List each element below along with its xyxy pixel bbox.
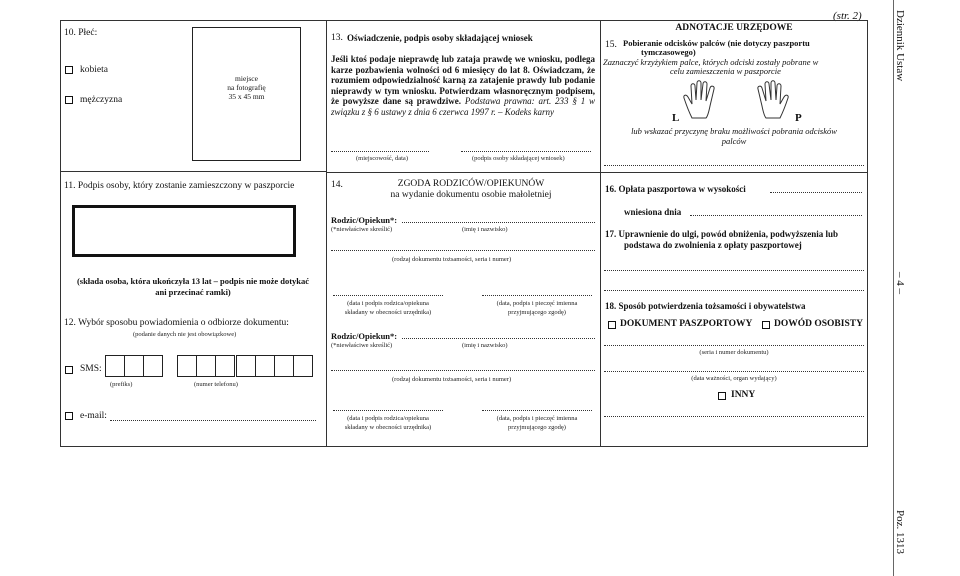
photo-caption-2: na fotografię xyxy=(227,83,266,92)
signature-note-2: ani przecinać ramki) xyxy=(155,287,231,297)
phone-digit-3[interactable] xyxy=(215,355,235,377)
s14-number: 14. xyxy=(331,180,343,190)
left-hand-label: L xyxy=(672,112,680,124)
parent1-clerk-field[interactable] xyxy=(482,295,592,296)
prefix-digit-2[interactable] xyxy=(124,355,144,377)
divider-c2 xyxy=(326,172,600,173)
parent1-sig-caption-2: składany w obecności urzędnika) xyxy=(344,309,432,316)
phone-digit-5[interactable] xyxy=(255,355,275,377)
notification-label: 12. Wybór sposobu powiadomienia o odbiorze dokumentu: xyxy=(64,318,289,328)
parent2-label: Rodzic/Opiekun*: xyxy=(331,331,398,341)
right-hand-label: P xyxy=(795,112,802,124)
parent2-clerk-caption-2: przyjmującego zgodę) xyxy=(508,424,566,431)
female-checkbox[interactable] xyxy=(65,66,73,74)
s13-body xyxy=(331,54,595,118)
divider-c3 xyxy=(600,172,868,173)
parent2-sig-caption-1: (data i podpis rodzica/opiekuna xyxy=(347,415,429,422)
phone-digit-4[interactable] xyxy=(236,355,256,377)
parent1-signature-field[interactable] xyxy=(333,295,443,296)
prefix-digit-1[interactable] xyxy=(105,355,125,377)
parent2-clerk-field[interactable] xyxy=(482,410,592,411)
document-validity-caption: (data ważności, organ wydający) xyxy=(691,375,777,382)
other-doc-label: INNY xyxy=(731,390,756,400)
parent1-id-caption: (rodzaj dokumentu tożsamości, seria i numer) xyxy=(392,256,512,263)
s16-paid-label: wniesiona dnia xyxy=(624,207,682,217)
parent2-clerk-caption-1: (data, podpis i pieczęć imienna xyxy=(496,415,578,422)
signature-label: 11. Podpis osoby, który zostanie zamieszczony w paszporcie xyxy=(64,181,295,191)
s17-label-2: podstawa do zwolnienia z opłaty paszportowej xyxy=(624,240,802,250)
left-hand-icon[interactable] xyxy=(682,80,734,120)
prefix-digit-3[interactable] xyxy=(143,355,163,377)
parent2-signature-field[interactable] xyxy=(333,410,443,411)
page-label: (str. 2) xyxy=(833,10,862,22)
phone-digit-2[interactable] xyxy=(196,355,216,377)
parent1-label: Rodzic/Opiekun*: xyxy=(331,215,398,225)
s13-place-caption: (miejscowość, data) xyxy=(356,155,408,162)
parent1-id-field[interactable] xyxy=(331,250,595,251)
passport-doc-label: DOKUMENT PASZPORTOWY xyxy=(620,319,753,329)
s13-body-italic: Podstawa prawna: art. 233 § 1 w związku z § 6 ustawy z dnia 6 czerwca 1997 r. – Kodeks karny xyxy=(331,96,596,118)
email-label: e-mail: xyxy=(80,411,107,421)
s15-reason-field[interactable] xyxy=(604,165,864,166)
other-doc-checkbox[interactable] xyxy=(718,392,726,400)
s17-field-1[interactable] xyxy=(604,270,864,271)
parent2-name-caption: (imię i nazwisko) xyxy=(462,342,508,349)
parent2-id-field[interactable] xyxy=(331,370,595,371)
sms-checkbox[interactable] xyxy=(65,366,73,374)
s18-label: 18. Sposób potwierdzenia tożsamości i obywatelstwa xyxy=(605,301,806,311)
s15-instruction-2: celu zamieszczenia w paszporcie xyxy=(670,66,781,76)
s16-label: 16. Opłata paszportowa w wysokości xyxy=(605,184,746,194)
phone-digit-7[interactable] xyxy=(293,355,313,377)
photo-caption-3: 35 x 45 mm xyxy=(228,92,265,101)
prefix-caption: (prefiks) xyxy=(110,381,133,388)
document-series-field[interactable] xyxy=(604,345,864,346)
s17-label-1: 17. Uprawnienie do ulgi, powód obniżenia, podwyższenia lub xyxy=(605,229,839,239)
parent2-id-caption: (rodzaj dokumentu tożsamości, seria i numer) xyxy=(392,376,512,383)
email-field[interactable] xyxy=(110,420,316,421)
document-validity-field[interactable] xyxy=(604,371,864,372)
s13-title: Oświadczenie, podpis osoby składającej wniosek xyxy=(347,33,533,43)
male-checkbox[interactable] xyxy=(65,96,73,104)
s13-signature-caption: (podpis osoby składającej wniosek) xyxy=(472,155,565,162)
divider-col1 xyxy=(326,20,327,447)
position-number: Poz. 1313 xyxy=(894,510,906,554)
s15-reason-1: lub wskazać przyczynę braku możliwości pobrania odcisków xyxy=(631,126,837,136)
margin-rule xyxy=(893,0,894,576)
s13-body-bold: Jeśli ktoś podaje nieprawdę lub zataja prawdę we wniosku, podlega karze pozbawienia wolności od 6 miesięcy do lat 8. Oświadczam, że rozumiem odpowiedzialność karną za zatajenie prawdy lub podanie nieprawdy w tym wniosku. Potwierdzam własnoręcznym podpisem, że powyższe dane są prawdziwe. xyxy=(331,54,595,107)
s15-title-1: Pobieranie odcisków palców (nie dotyczy paszportu xyxy=(623,38,810,48)
signature-box[interactable] xyxy=(72,205,296,257)
s13-signature-field[interactable] xyxy=(461,151,591,152)
parent2-sig-caption-2: składany w obecności urzędnika) xyxy=(344,424,432,431)
s16-amount-field[interactable] xyxy=(770,192,862,193)
s17-field-2[interactable] xyxy=(604,290,864,291)
s15-reason-2: palców xyxy=(721,136,747,146)
s14-subtitle: na wydanie dokumentu osobie małoletniej xyxy=(390,190,552,200)
s15-instruction-1: Zaznaczyć krzyżykiem palce, których odciski zostały pobrane w xyxy=(603,57,819,67)
phone-caption: (numer telefonu) xyxy=(194,381,238,388)
s15-number: 15. xyxy=(605,40,617,50)
parent1-note: (*niewłaściwe skreślić) xyxy=(331,226,393,233)
parent1-clerk-caption-1: (data, podpis i pieczęć imienna xyxy=(496,300,578,307)
id-card-checkbox[interactable] xyxy=(762,321,770,329)
id-card-label: DOWÓD OSOBISTY xyxy=(774,319,863,329)
s13-number: 13. xyxy=(331,33,343,43)
s13-place-date-field[interactable] xyxy=(331,151,429,152)
journal-name: Dziennik Ustaw xyxy=(894,10,906,82)
passport-doc-checkbox[interactable] xyxy=(608,321,616,329)
male-label: mężczyzna xyxy=(80,95,123,105)
sex-label: 10. Płeć: xyxy=(64,28,98,38)
parent2-name-field[interactable] xyxy=(402,338,595,339)
page-number: – 4 – xyxy=(894,272,906,294)
other-doc-field[interactable] xyxy=(604,416,864,417)
parent1-name-caption: (imię i nazwisko) xyxy=(462,226,508,233)
divider-c1 xyxy=(60,171,326,172)
parent1-name-field[interactable] xyxy=(402,222,595,223)
official-notes-header: ADNOTACJE URZĘDOWE xyxy=(675,23,793,33)
s16-paid-date-field[interactable] xyxy=(690,215,862,216)
s14-title: ZGODA RODZICÓW/OPIEKUNÓW xyxy=(397,179,545,189)
divider-col2 xyxy=(600,20,601,447)
right-hand-icon[interactable] xyxy=(738,80,790,120)
photo-frame xyxy=(192,27,301,161)
female-label: kobieta xyxy=(80,65,108,75)
parent1-clerk-caption-2: przyjmującego zgodę) xyxy=(508,309,566,316)
parent1-sig-caption-1: (data i podpis rodzica/opiekuna xyxy=(347,300,429,307)
phone-digit-1[interactable] xyxy=(177,355,197,377)
notification-note: (podanie danych nie jest obowiązkowe) xyxy=(133,331,237,338)
s15-title-2: tymczasowego) xyxy=(641,47,696,57)
email-checkbox[interactable] xyxy=(65,412,73,420)
parent2-note: (*niewłaściwe skreślić) xyxy=(331,342,393,349)
photo-caption-1: miejsce xyxy=(235,74,258,83)
sms-label: SMS: xyxy=(80,364,102,374)
phone-digit-6[interactable] xyxy=(274,355,294,377)
document-series-caption: (seria i numer dokumentu) xyxy=(699,349,769,356)
signature-note-1: (składa osoba, która ukończyła 13 lat – podpis nie może dotykać xyxy=(76,276,310,286)
